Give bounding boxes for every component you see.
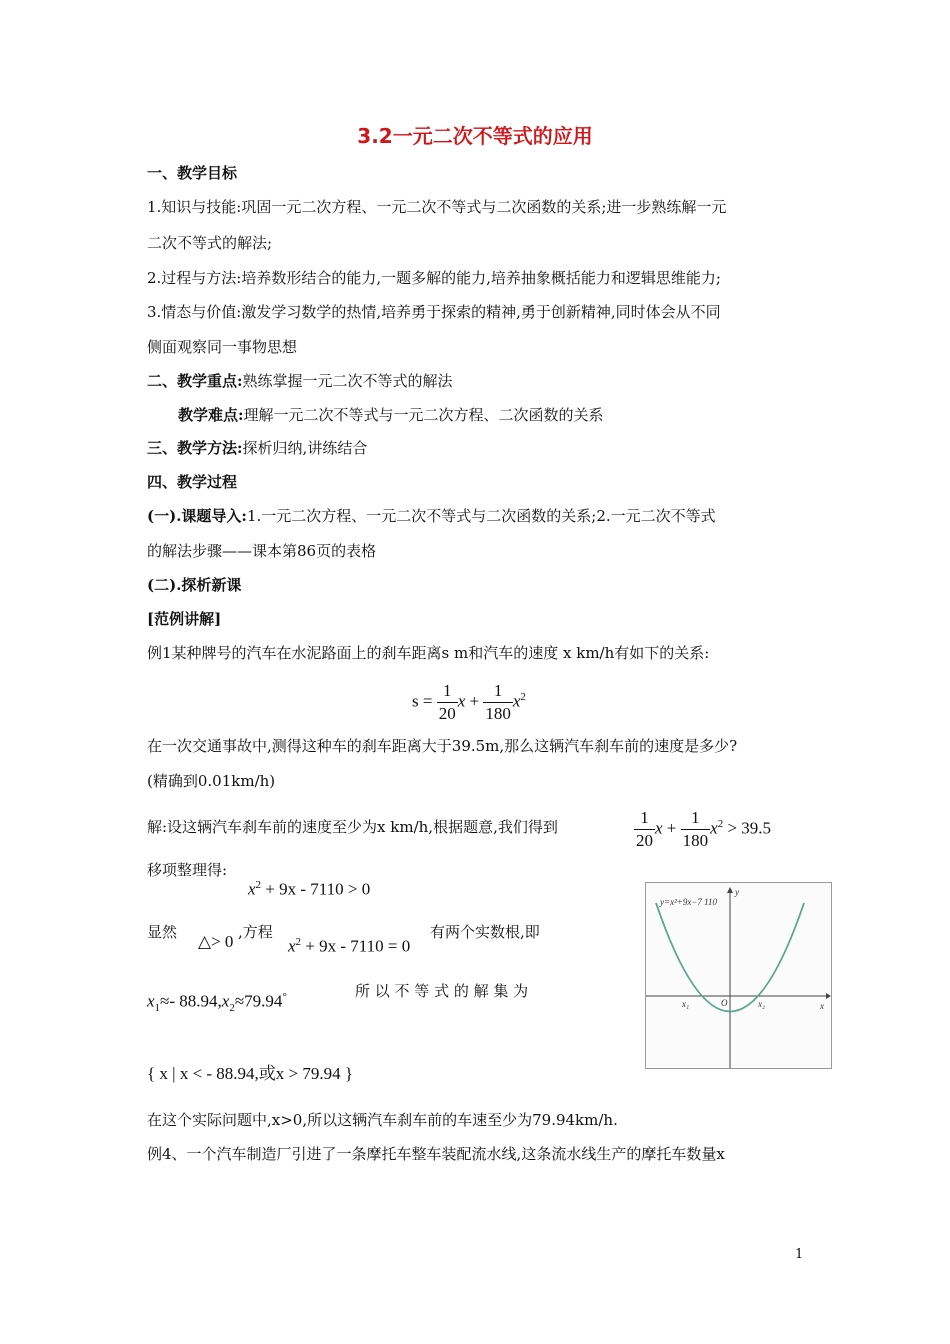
frac-num: 1 (634, 807, 655, 830)
accident-line-2: (精确到0.01km/h) (147, 772, 276, 790)
formula-eq: = (422, 691, 433, 711)
goal-1-line-2: 二次不等式的解法; (147, 234, 273, 252)
examples-heading: [范例讲解] (147, 610, 222, 628)
parabola-graph (645, 882, 832, 1069)
formula-x: x (655, 818, 663, 838)
x-label: x (820, 1001, 824, 1011)
inequality-setup (634, 801, 771, 852)
difficulty-label: 教学难点: (178, 406, 244, 424)
formula-braking-distance (412, 674, 526, 725)
formula-x: x (512, 691, 521, 711)
formula-plus: + (666, 818, 677, 838)
quadratic-inequality (248, 875, 370, 900)
accident-line-1: 在一次交通事故中,测得这种车的刹车距离大于39.5m,那么这辆汽车刹车前的速度是多少? (147, 737, 738, 755)
section-1-heading: 一、教学目标 (147, 164, 238, 182)
frac-den: 180 (485, 704, 511, 724)
move-terms-text: 移项整理得: (147, 861, 228, 879)
frac-den: 20 (438, 704, 456, 724)
inequality-tail: + 9x - 7110 > 0 (265, 879, 371, 899)
roots (147, 987, 287, 1018)
frac-den: 20 (636, 831, 653, 851)
formula-x: x (710, 818, 718, 838)
y-axis-arrow (727, 887, 733, 893)
formula-square: 2 (295, 936, 302, 948)
two-roots-text: 有两个实数根,即 (430, 923, 540, 941)
formula-gt: > 39.5 (727, 818, 772, 838)
fraction-1-180 (681, 807, 711, 852)
goal-3-line-1: 3.情态与价值:激发学习数学的热情,培养勇于探索的精神,勇于创新精神,同时体会从不同 (147, 303, 721, 321)
example-1-text: 例1某种牌号的汽车在水泥路面上的刹车距离s m和汽车的速度 x km/h有如下的关系: (147, 644, 710, 662)
difficulty (178, 405, 604, 425)
x2-label: x₂ (758, 999, 766, 1009)
formula-x: x (248, 879, 256, 899)
formula-square: 2 (255, 879, 262, 891)
formula-square: 2 (717, 818, 724, 830)
equation-tail: + 9x - 7110 = 0 (305, 936, 411, 956)
degree-mark: ° (282, 991, 287, 1003)
section-2 (147, 371, 453, 391)
root-x1-value: ≈- 88.94, (160, 991, 222, 1011)
page-title: 3.2一元二次不等式的应用 (357, 124, 593, 148)
frac-num: 1 (437, 680, 458, 703)
root-x2: x (221, 991, 230, 1011)
formula-x: x (457, 691, 466, 711)
intro (147, 506, 716, 526)
goal-1-line-1: 1.知识与技能:巩固一元二次方程、一元二次不等式与二次函数的关系;进一步熟练解一元 (147, 198, 727, 216)
root-x1-sub: 1 (154, 1002, 161, 1015)
frac-den: 180 (682, 831, 709, 851)
origin-label: O (721, 998, 728, 1008)
goal-3-line-2: 侧面观察同一事物思想 (147, 338, 298, 356)
solution-set-intro: 所 以 不 等 式 的 解 集 为 (355, 982, 529, 1000)
equation-word: ,方程 (238, 923, 273, 941)
section-4-heading: 四、教学过程 (147, 473, 238, 491)
fraction-1-20 (437, 680, 458, 725)
root-x2-sub: 2 (229, 1002, 235, 1015)
y-label: y (735, 887, 739, 897)
example-4-text: 例4、一个汽车制造厂引进了一条摩托车整车装配流水线,这条流水线生产的摩托车数量x (147, 1145, 725, 1163)
solution-text: 解:设这辆汽车刹车前的速度至少为x km/h,根据题意,我们得到 (147, 818, 558, 836)
section-3-label: 三、教学方法: (147, 439, 243, 457)
frac-num: 1 (681, 807, 711, 830)
page-number: 1 (795, 1247, 804, 1262)
function-label: y=x²+9x−7 110 (660, 897, 717, 907)
formula-x: x (288, 936, 296, 956)
root-x2-value: ≈79.94 (234, 991, 283, 1011)
frac-num: 1 (483, 680, 513, 703)
fraction-1-180 (483, 680, 513, 725)
quadratic-equation (288, 932, 410, 957)
intro-text: 1.一元二次方程、一元二次不等式与二次函数的关系;2.一元二次不等式 (246, 507, 716, 525)
parabola-svg (646, 883, 831, 1068)
difficulty-text: 理解一元二次不等式与一元二次方程、二次函数的关系 (243, 406, 604, 424)
section-2-text: 熟练掌握一元二次不等式的解法 (242, 372, 453, 390)
x-axis-arrow (826, 993, 831, 999)
section-3-text: 探析归纳,讲练结合 (242, 439, 368, 457)
formula-s: s (412, 691, 419, 711)
goal-2: 2.过程与方法:培养数形结合的能力,一题多解的能力,培养抽象概括能力和逻辑思维能力; (147, 269, 721, 287)
solution-set: { x | x < - 88.94,或x > 79.94 } (147, 1064, 354, 1083)
conclusion-text: 在这个实际问题中,x>0,所以这辆汽车刹车前的车速至少为79.94km/h. (147, 1111, 618, 1129)
intro-label: (一).课题导入: (147, 507, 247, 525)
fraction-1-20 (634, 807, 655, 852)
formula-square: 2 (520, 691, 526, 703)
formula-plus: + (469, 691, 480, 711)
new-lesson-heading: (二).探析新课 (147, 576, 242, 594)
x1-label: x₁ (682, 999, 690, 1009)
section-3 (147, 438, 367, 458)
intro-line-2: 的解法步骤——课本第86页的表格 (147, 542, 377, 560)
discriminant: △> 0 (198, 932, 234, 951)
root-x1: x (147, 991, 155, 1011)
obviously-text: 显然 (147, 923, 178, 941)
section-2-label: 二、教学重点: (147, 372, 243, 390)
